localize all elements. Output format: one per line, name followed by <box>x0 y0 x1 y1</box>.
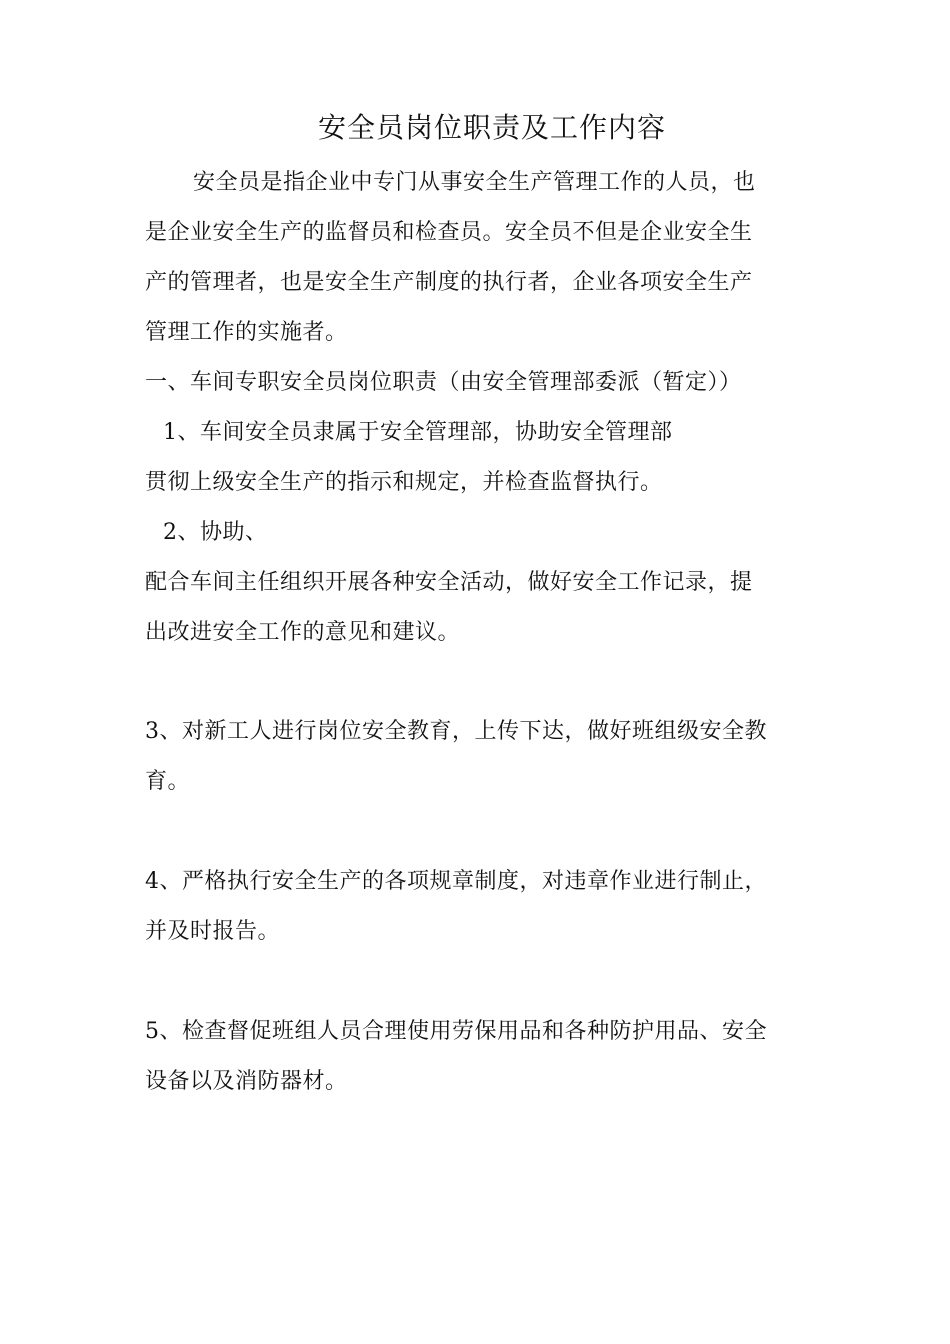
item-line: 贯彻上级安全生产的指示和规定，并检查监督执行。 <box>145 470 663 495</box>
section-heading: 一、车间专职安全员岗位职责（由安全管理部委派（暂定）） <box>145 370 742 395</box>
item-line: 5、检查督促班组人员合理使用劳保用品和各种防护用品、安全 <box>145 1019 767 1044</box>
item-line: 育。 <box>145 769 191 794</box>
intro-line: 管理工作的实施者。 <box>145 320 348 345</box>
item-line: 并及时报告。 <box>145 919 281 944</box>
document-title: 安全员岗位职责及工作内容 <box>318 111 667 144</box>
item-line: 1、车间安全员隶属于安全管理部，协助安全管理部 <box>163 420 673 445</box>
intro-line: 产的管理者，也是安全生产制度的执行者，企业各项安全生产 <box>145 270 753 295</box>
item-line: 4、严格执行安全生产的各项规章制度，对违章作业进行制止， <box>145 869 767 894</box>
item-line: 出改进安全工作的意见和建议。 <box>145 620 461 645</box>
item-line: 设备以及消防器材。 <box>145 1069 348 1094</box>
item-line: 2、协助、 <box>163 520 268 545</box>
intro-line: 是企业安全生产的监督员和检查员。安全员不但是企业安全生 <box>145 220 753 245</box>
item-line: 配合车间主任组织开展各种安全活动，做好安全工作记录，提 <box>145 570 753 595</box>
intro-line: 安全员是指企业中专门从事安全生产管理工作的人员，也 <box>193 170 756 195</box>
item-line: 3、对新工人进行岗位安全教育，上传下达，做好班组级安全教 <box>145 719 767 744</box>
